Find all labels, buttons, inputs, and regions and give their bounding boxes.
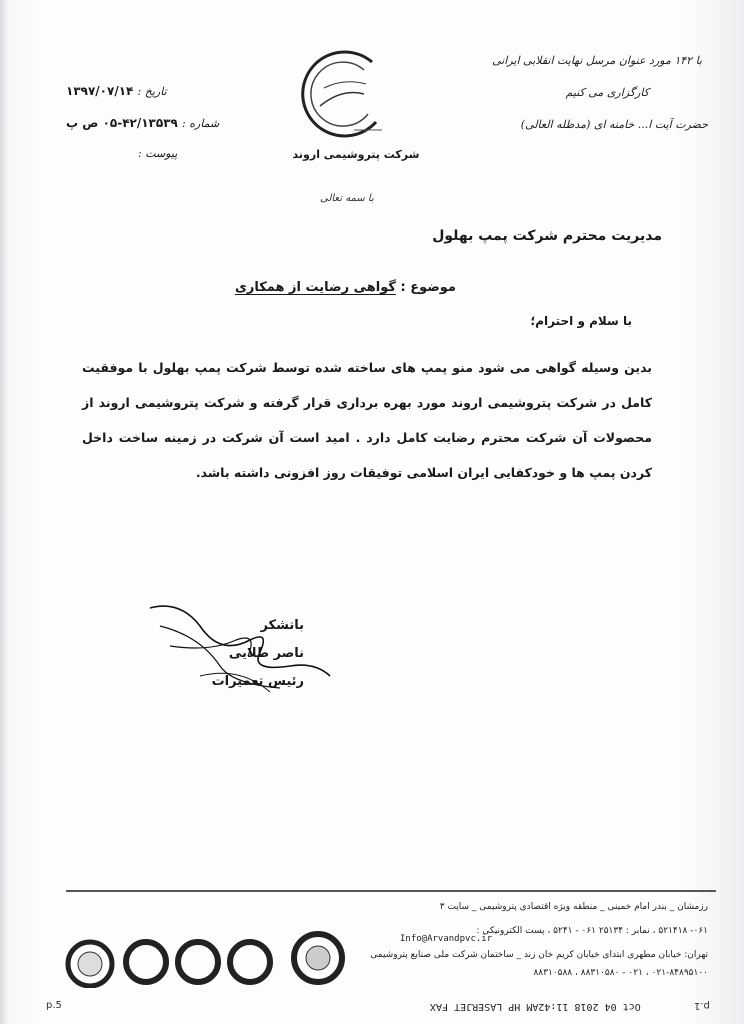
- letter-body: بدین وسیله گواهی می شود منو پمپ های ساخته شده توسط شرکت پمپ بهلول با موفقیت کامل در شرکت پتروشیمی اروند مورد بهره برداری قرار گرفته و شرکت پتروشیمی اروند از محصولات آن شرکت محترم رضایت کامل دارد . امید است آن شرکت در زمینه ساخت داخل کردن پمپ ها و خودکفایی ایران اسلامی توفیقات روز افزونی داشته باشد.: [82, 360, 652, 480]
- footer-email: Info@Arvandpvc.ir: [400, 934, 493, 944]
- signature-title: رئیس تعمیرات: [211, 674, 304, 689]
- letter-date: [66, 84, 167, 98]
- footer-tehran-phones: ۰۲۱-۸۴۸۹۵۱۰۰ ، ۰۲۱ - ۸۸۳۱۰۵۸۰ ، ۸۸۳۱۰۵۸۸: [533, 968, 708, 978]
- subject-text: گواهی رضایت از همکاری: [234, 280, 396, 295]
- letter-number: [66, 116, 219, 130]
- subject: [235, 280, 456, 295]
- handwritten-note: حضرت آیت ا... خامنه ای (مدظله العالی): [520, 118, 708, 131]
- cert-badge-icon: [68, 942, 112, 986]
- page-marker-left: p.5: [46, 1000, 62, 1011]
- cert-badge-icon: [126, 942, 166, 982]
- number-value: ۴۲/۱۳۵۳۹-۰۵ ص پ: [66, 116, 178, 130]
- company-name: شرکت پتروشیمی اروند: [292, 148, 420, 161]
- attachment-label: پیوست :: [138, 147, 178, 160]
- footer-address: رزمشان _ بندر امام خمینی _ منطقه ویژه اقتصادی پتروشیمی _ سایت ۳: [439, 902, 708, 912]
- fax-header: Oct 04 2018 11:42AM HP LASERJET FAX: [430, 1001, 641, 1012]
- footer-phones: ۰۶۱- ۵۲۱۴۱۸ ، نمابر : ۲۵۱۳۴ ۰۶۱ - ۵۲۴۱ ، پست الکترونیکی :: [476, 926, 708, 936]
- signature-name: ناصر طلایی: [228, 646, 304, 661]
- footer-tehran-address: تهران: خیابان مطهری ابتدای خیابان کریم خان زند _ ساختمان شرکت ملی صنایع پتروشیمی: [370, 950, 708, 960]
- greeting: با سلام و احترام؛: [530, 314, 632, 328]
- handwritten-note: کارگزاری می کنیم: [565, 86, 649, 99]
- number-label: شماره :: [182, 117, 220, 130]
- subject-label: موضوع :: [400, 280, 456, 295]
- page-marker-right: p.1: [694, 1000, 710, 1011]
- scan-edge: [0, 0, 8, 1024]
- bismillah: با سمه تعالی: [320, 193, 374, 204]
- company-logo: [294, 48, 390, 144]
- cert-badge-icon: [230, 942, 270, 982]
- date-value: ۱۳۹۷/۰۷/۱۴: [66, 84, 134, 98]
- date-label: تاریخ :: [137, 85, 167, 98]
- handwritten-note: با ۱۴۲ مورد عنوان مرسل نهایت انقلابی ایرانی: [492, 54, 702, 67]
- footer-divider: [66, 890, 716, 892]
- cert-badge-icon: [294, 934, 342, 982]
- cert-badge-icon: [178, 942, 218, 982]
- signature-block: [212, 612, 304, 696]
- recipient: مدیریت محترم شرکت پمپ بهلول: [432, 228, 662, 244]
- signature-thanks: باتشکر: [260, 618, 304, 633]
- certification-badges: [64, 928, 354, 988]
